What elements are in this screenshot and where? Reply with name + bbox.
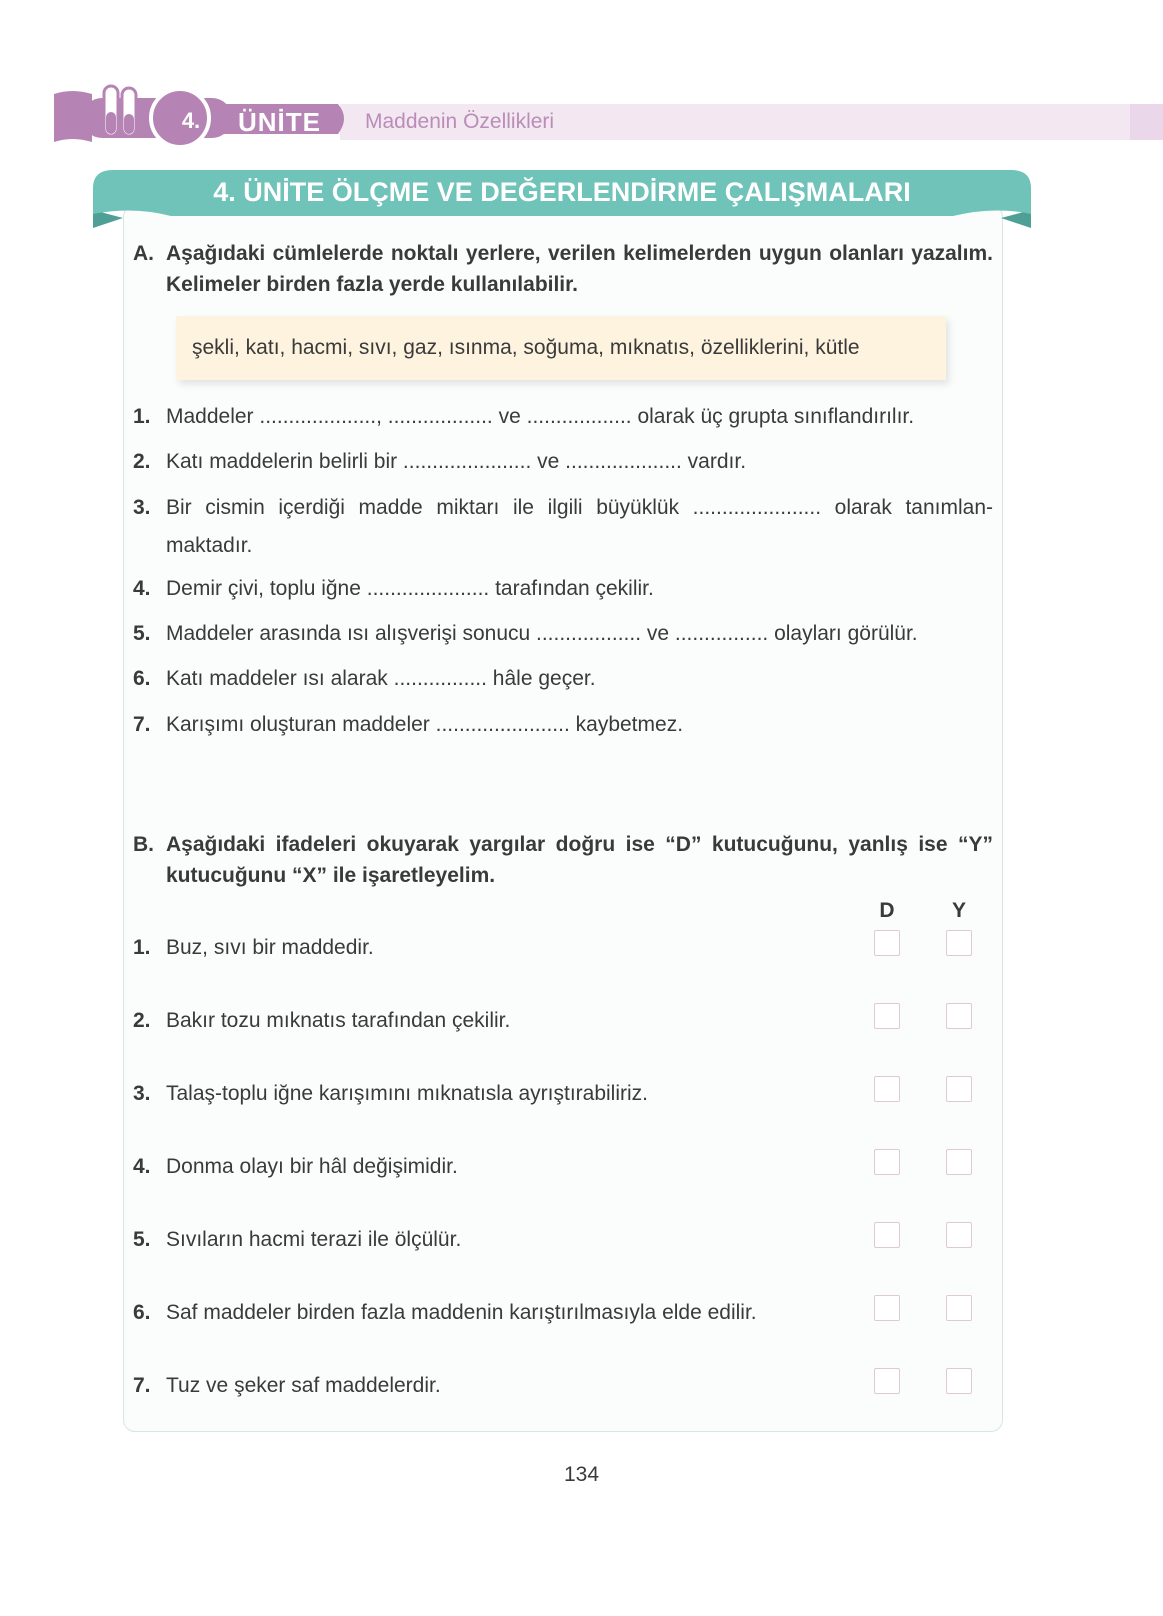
unit-header-strip-end [1130,104,1163,140]
fill-blank-item [133,398,993,436]
item-number: 7. [133,1374,151,1397]
false-checkbox[interactable] [946,1149,972,1175]
true-false-item [133,1367,993,1405]
true-checkbox[interactable] [874,1295,900,1321]
false-checkbox[interactable] [946,1295,972,1321]
unit-label: ÜNİTE [238,107,321,137]
word-bank-text: şekli, katı, hacmi, sıvı, gaz, ısınma, soğuma, mıknatıs, özelliklerini, kütle [192,336,860,359]
item-text: Katı maddelerin belirli bir ...................... ve .................... vardır. [166,450,747,473]
item-text: Sıvıların hacmi terazi ile ölçülür. [166,1228,462,1251]
true-checkbox[interactable] [874,1003,900,1029]
true-false-item [133,1294,993,1332]
part-b-instruction-text: Aşağıdaki ifadeleri okuyarak yargılar doğru ise “D” kutucuğunu, yanlış ise “Y” kutucuğunu “X” ile işaretleyelim. [166,833,993,887]
false-checkbox[interactable] [946,1076,972,1102]
item-number: 7. [133,713,151,736]
item-text: Maddeler ...................., .................. ve .................. olarak üç grupta sınıflandırılır. [166,405,915,428]
item-text: Saf maddeler birden fazla maddenin karıştırılmasıyla elde edilir. [166,1301,757,1324]
fill-blank-item [133,443,993,481]
item-number: 6. [133,1301,151,1324]
fill-blank-item [133,570,993,608]
true-false-item [133,1002,993,1040]
true-false-item [133,1148,993,1186]
false-checkbox[interactable] [946,930,972,956]
item-number: 2. [133,1009,151,1032]
item-text: Tuz ve şeker saf maddelerdir. [166,1374,441,1397]
column-true-header: D [879,899,895,922]
false-checkbox[interactable] [946,1222,972,1248]
part-a-instruction [133,238,993,300]
fill-blank-item [133,660,993,698]
true-false-item [133,1221,993,1259]
column-false-header: Y [951,899,966,922]
fill-blank-item [133,615,993,653]
item-number: 5. [133,622,151,645]
unit-subject: Maddenin Özellikleri [365,110,555,133]
true-false-item [133,1075,993,1113]
item-number: 3. [133,1082,151,1105]
item-number: 5. [133,1228,151,1251]
item-text: Buz, sıvı bir maddedir. [166,936,374,959]
item-text: Demir çivi, toplu iğne ..................... tarafından çekilir. [166,577,654,600]
item-text: Bakır tozu mıknatıs tarafından çekilir. [166,1009,511,1032]
fill-blank-item [133,706,993,744]
section-title: 4. ÜNİTE ÖLÇME VE DEĞERLENDİRME ÇALIŞMALARI [213,177,911,207]
item-number: 1. [133,405,151,428]
true-checkbox[interactable] [874,1149,900,1175]
fill-blank-item [133,489,993,565]
part-b-instruction [133,829,993,891]
true-checkbox[interactable] [874,930,900,956]
item-number: 2. [133,450,151,473]
false-checkbox[interactable] [946,1368,972,1394]
item-text: Talaş-toplu iğne karışımını mıknatısla ayrıştırabiliriz. [166,1082,648,1105]
true-checkbox[interactable] [874,1368,900,1394]
true-false-item [133,929,993,967]
word-bank [176,316,946,380]
item-text: Katı maddeler ısı alarak ................ hâle geçer. [166,667,596,690]
item-number: 4. [133,1155,151,1178]
unit-number: 4. [181,108,201,133]
item-number: 6. [133,667,151,690]
page-number: 134 [563,1463,600,1486]
item-number: 4. [133,577,151,600]
true-checkbox[interactable] [874,1076,900,1102]
part-b-letter: B. [133,833,154,856]
false-checkbox[interactable] [946,1003,972,1029]
part-a-letter: A. [133,242,154,265]
item-text: Karışımı oluşturan maddeler ....................... kaybetmez. [166,713,684,736]
item-text: Bir cismin içerdiği madde miktarı ile ilgili büyüklük ...................... olarak tanımlan-maktadır. [166,496,993,557]
item-text: Maddeler arasında ısı alışverişi sonucu .................. ve ................ olayları görülür. [166,622,918,645]
item-number: 3. [133,496,151,519]
item-number: 1. [133,936,151,959]
true-checkbox[interactable] [874,1222,900,1248]
part-a-instruction-text: Aşağıdaki cümlelerde noktalı yerlere, verilen kelimelerden uygun olanları yazalım. Kelimeler birden fazla yerde kullanılabilir. [166,242,993,296]
item-text: Donma olayı bir hâl değişimidir. [166,1155,458,1178]
